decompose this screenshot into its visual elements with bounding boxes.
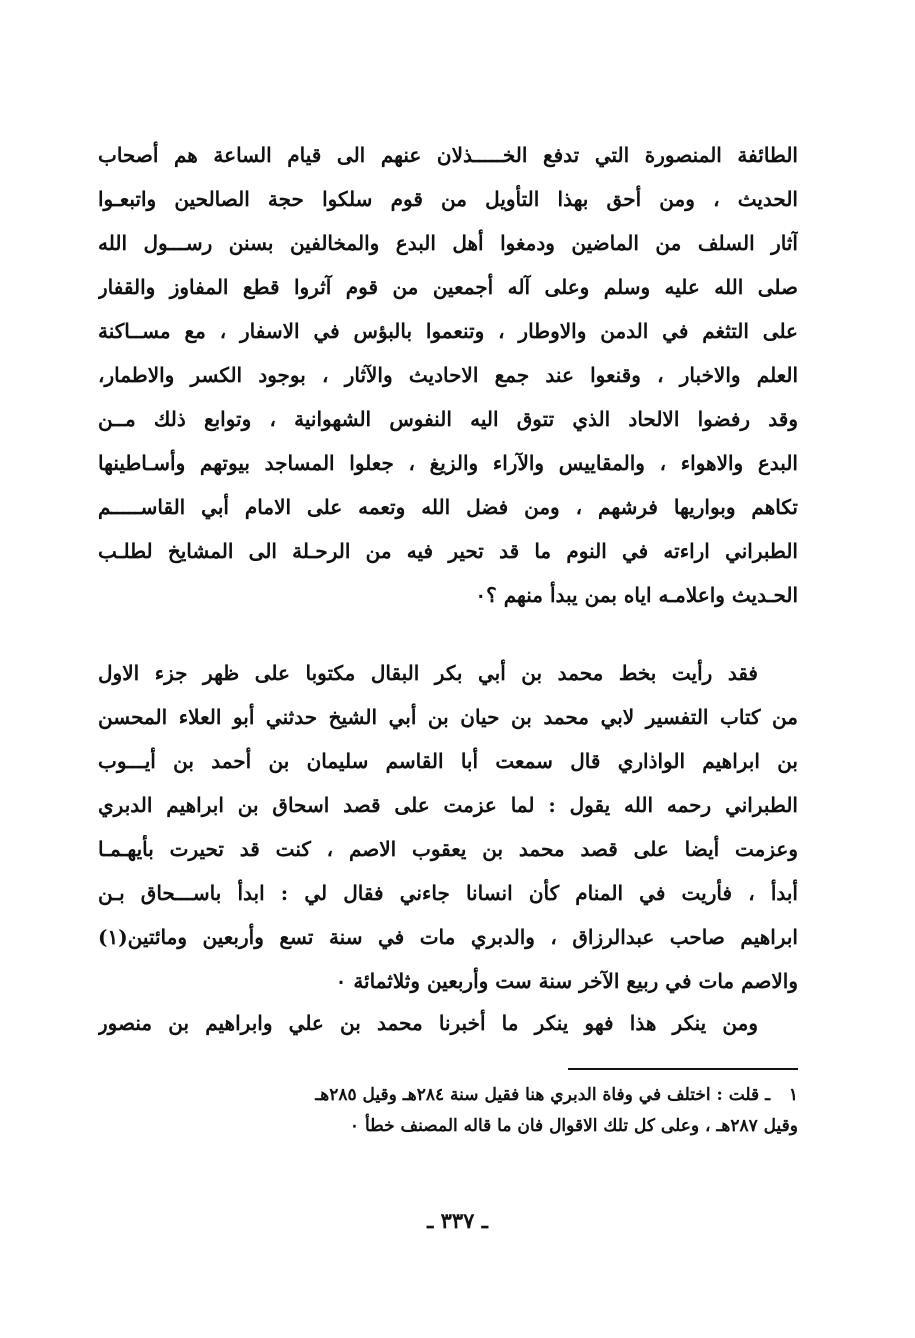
paragraph-2 bbox=[98, 651, 798, 1003]
text-line: البدع والاهواء ، والمقاييس والآراء والزيغ ، جعلوا المساجد بيوتهم وأسـاطينها bbox=[98, 451, 798, 475]
text-line: الطائفة المنصورة التي تدفع الخـــــذلان عنهم الى قيام الساعة هم أصحاب bbox=[98, 143, 798, 167]
text-line: وقد رفضوا الالحاد الذي تتوق اليه النفوس الشهوانية ، وتوابع ذلك مــن bbox=[98, 407, 798, 431]
footnote bbox=[98, 1080, 798, 1142]
footnote-line-2 bbox=[98, 1111, 798, 1142]
text-line: وعزمت أيضا على قصد محمد بن يعقوب الاصم ، كنت قد تحيرت بأيهـمـا bbox=[98, 837, 798, 861]
text-line-last: الحـديث واعلامـه اياه بمن يبدأ منهم ؟٠ bbox=[475, 583, 798, 607]
text-line: صلى الله عليه وسلم وعلى آله أجمعين من قوم آثروا قطع المفاوز والقفار bbox=[98, 275, 798, 299]
paragraph-1 bbox=[98, 133, 798, 617]
text-line: الطبراني رحمه الله يقول : لما عزمت على قصد اسحاق بن ابراهيم الدبري bbox=[98, 793, 798, 817]
text-line: الطبراني اراءته في النوم ما قد تحير فيه من الرحـلة الى المشايخ لطلـب bbox=[98, 539, 798, 563]
text-line: ابراهيم صاحب عبدالرزاق ، والدبري مات في سنة تسع وأربعين ومائتين(١) bbox=[98, 925, 798, 949]
text-line-first: ومن ينكر هذا فهو ينكر ما أخبرنا محمد بن علي وابراهيم بن منصور bbox=[98, 1011, 758, 1035]
footnote-separator bbox=[568, 1068, 798, 1070]
text-line: العلم والاخبار ، وقنعوا عند جمع الاحاديث والآثار ، بوجود الكسر والاطمار، bbox=[98, 363, 798, 387]
text-line: من كتاب التفسير لابي محمد بن حيان بن أبي الشيخ حدثني أبو العلاء المحسن bbox=[98, 705, 798, 729]
text-line: الحديث ، ومن أحق بهذا التأويل من قوم سلكوا حجة الصالحين واتبعـوا bbox=[98, 187, 798, 211]
footnote-text: ـ قلت : اختلف في وفاة الدبري هنا فقيل سنة ٢٨٤هـ وقيل ٢٨٥هـ bbox=[315, 1085, 771, 1105]
footnote-number: ١ bbox=[788, 1085, 798, 1105]
page-number: ـ ٣٣٧ ـ bbox=[427, 1208, 488, 1233]
text-line: تكاهم وبواريها فرشهم ، ومن فضل الله وتعمه على الامام أبي القاســـــم bbox=[98, 495, 798, 519]
text-line: بن ابراهيم الواذاري قال سمعت أبا القاسم سليمان بن أحمد بن أيـــوب bbox=[98, 749, 798, 773]
text-line-last: والاصم مات في ربيع الآخر سنة ست وأربعين وثلاثمائة ٠ bbox=[335, 969, 798, 993]
text-line: أبدأ ، فأريت في المنام كأن انسانا جاءني فقال لي : ابدأ باســـحاق بـن bbox=[98, 881, 798, 905]
footnote-line-1 bbox=[98, 1080, 798, 1111]
text-line-first: فقد رأيت بخط محمد بن أبي بكر البقال مكتوبا على ظهر جزء الاول bbox=[98, 661, 758, 685]
footnote-text: وقيل ٢٨٧هـ ، وعلى كل تلك الاقوال فان ما قاله المصنف خطأ ٠ bbox=[349, 1116, 798, 1136]
paragraph-3 bbox=[98, 1001, 798, 1045]
text-line: على التثغم في الدمن والاوطار ، وتنعموا بالبؤس في الاسفار ، مع مســاكنة bbox=[98, 319, 798, 343]
text-line: آثار السلف من الماضين ودمغوا أهل البدع والمخالفين بسنن رســـول الله bbox=[98, 231, 798, 255]
